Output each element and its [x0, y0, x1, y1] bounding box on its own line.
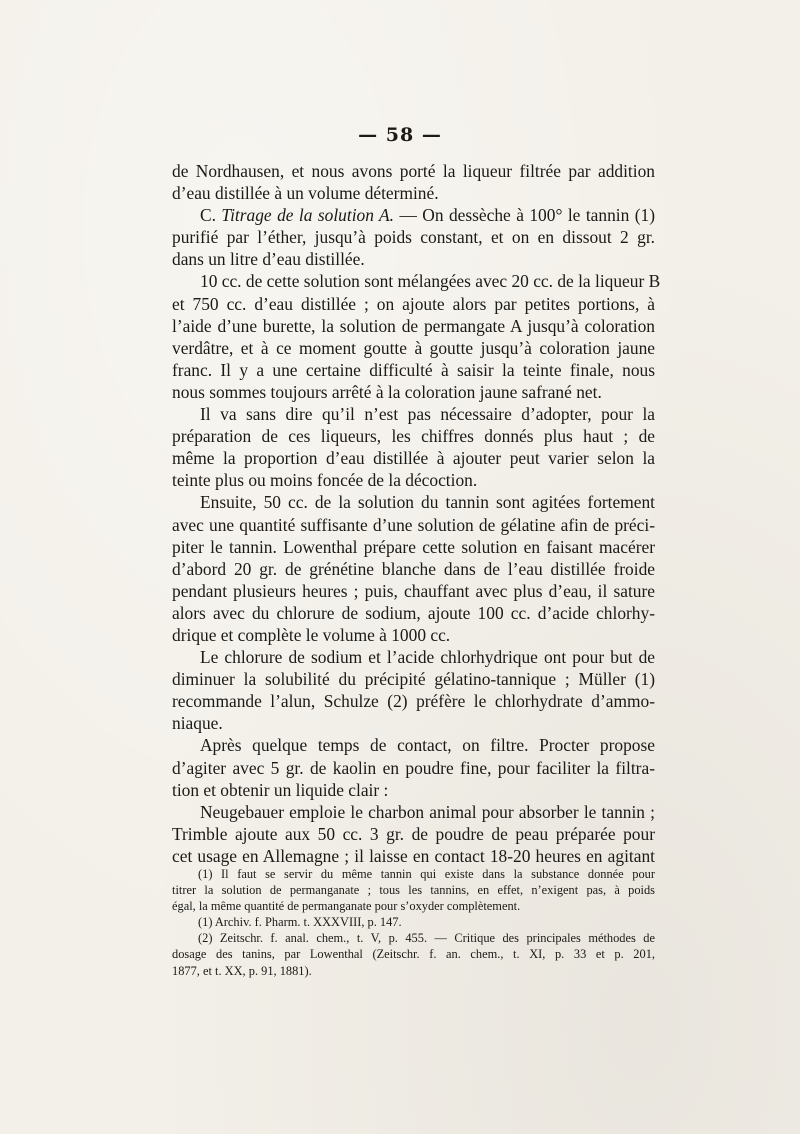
- text-line: préparation de ces liqueurs, les chiffres donnés plus haut ; de: [172, 426, 655, 447]
- page-number: — 58 —: [358, 124, 442, 146]
- paragraph: [172, 204, 655, 270]
- section-heading: Titrage de la solution A.: [221, 205, 395, 226]
- text-line: Après quelque temps de contact, on filtre. Procter propose: [200, 735, 655, 756]
- text-line: avec une quantité suffisante d’une solution de gélatine afin de préci-: [172, 514, 655, 535]
- text-line: piter le tannin. Lowenthal prépare cette solution en faisant macérer: [172, 536, 655, 557]
- text-line: nous sommes toujours arrêté à la coloration jaune safrané net.: [172, 381, 602, 402]
- text-line: recommande l’alun, Schulze (2) préfère le chlorhydrate d’ammo-: [172, 691, 655, 712]
- text-line: Ensuite, 50 cc. de la solution du tannin sont agitées fortement: [200, 492, 655, 513]
- footnote-line: égal, la même quantité de permanganate pour s’oxyder complètement.: [172, 899, 521, 914]
- paragraph: [172, 646, 655, 734]
- footnote-line: titrer la solution de permanganate ; tous les tannins, en effet, n’exigent pas, à poids: [172, 883, 655, 898]
- text-line: de Nordhausen, et nous avons porté la liqueur filtrée par addition: [172, 161, 655, 181]
- text-line: drique et complète le volume à 1000 cc.: [172, 624, 451, 645]
- footnote-line: (1) Il faut se servir du même tannin qui existe dans la substance donnée pour: [198, 867, 655, 881]
- text-line: et 750 cc. d’eau distillée ; on ajoute alors par petites portions, à: [172, 293, 655, 314]
- text-line: pendant plusieurs heures ; puis, chauffant avec plus d’eau, il sature: [172, 580, 655, 601]
- paragraph: [172, 801, 655, 867]
- text-line: tion et obtenir un liquide clair :: [172, 779, 389, 800]
- text-line: cet usage en Allemagne ; il laisse en contact 18-20 heures en agitant: [172, 845, 655, 866]
- text-line: verdâtre, et à ce moment goutte à goutte jusqu’à coloration jaune: [172, 337, 655, 358]
- text-line: d’agiter avec 5 gr. de kaolin en poudre fine, pour faciliter la filtra-: [172, 757, 655, 778]
- footnote: [172, 866, 655, 914]
- paragraph: [172, 403, 655, 491]
- paragraph: [172, 491, 655, 646]
- text-line: même la proportion d’eau distillée à ajouter peut varier selon la: [172, 448, 655, 469]
- text-line: Neugebauer emploie le charbon animal pour absorber le tannin ;: [200, 801, 655, 822]
- section-label: C.: [200, 205, 222, 226]
- paragraph: [172, 734, 655, 800]
- paragraph: [172, 160, 655, 204]
- text-line: [172, 204, 655, 226]
- body-text: [172, 160, 661, 867]
- paragraph: [172, 270, 661, 403]
- text-line: purifié par l’éther, jusqu’à poids constant, et on en dissout 2 gr.: [172, 227, 655, 248]
- footnote-line: 1877, et t. XX, p. 91, 1881).: [172, 963, 312, 978]
- footnote-line: (1) Archiv. f. Pharm. t. XXXVIII, p. 147.: [198, 915, 402, 930]
- footnotes: [172, 866, 655, 979]
- footnote-line: dosage des tanins, par Lowenthal (Zeitschr. f. an. chem., t. XI, p. 33 et p. 201,: [172, 947, 655, 962]
- text-line: d’eau distillée à un volume déterminé.: [172, 183, 439, 204]
- text-line: Le chlorure de sodium et l’acide chlorhydrique ont pour but de: [200, 647, 655, 668]
- text-line: niaque.: [172, 713, 223, 734]
- text-line: teinte plus ou moins foncée de la décoction.: [172, 470, 478, 491]
- text-line: Trimble ajoute aux 50 cc. 3 gr. de poudre de peau préparée pour: [172, 823, 655, 844]
- text-line: Il va sans dire qu’il n’est pas nécessaire d’adopter, pour la: [200, 404, 655, 425]
- text-line: l’aide d’une burette, la solution de permangate A jusqu’à coloration: [172, 315, 655, 336]
- footnote-line: (2) Zeitschr. f. anal. chem., t. V, p. 455. — Critique des principales méthodes de: [198, 931, 655, 946]
- text-line: alors avec du chlorure de sodium, ajoute 100 cc. d’acide chlorhy-: [172, 602, 655, 623]
- footnote: [172, 914, 655, 930]
- text-line: franc. Il y a une certaine difficulté à saisir la teinte finale, nous: [172, 359, 655, 380]
- text-line: diminuer la solubilité du précipité gélatino-tannique ; Müller (1): [172, 669, 655, 690]
- text-line: d’abord 20 gr. de grénétine blanche dans de l’eau distillée froide: [172, 558, 655, 579]
- text-line: dans un litre d’eau distillée.: [172, 249, 365, 270]
- text-line: 10 cc. de cette solution sont mélangées avec 20 cc. de la liqueur B: [200, 271, 661, 292]
- footnote: [172, 930, 655, 978]
- text-fragment: — On dessèche à 100° le tannin (1): [394, 205, 655, 226]
